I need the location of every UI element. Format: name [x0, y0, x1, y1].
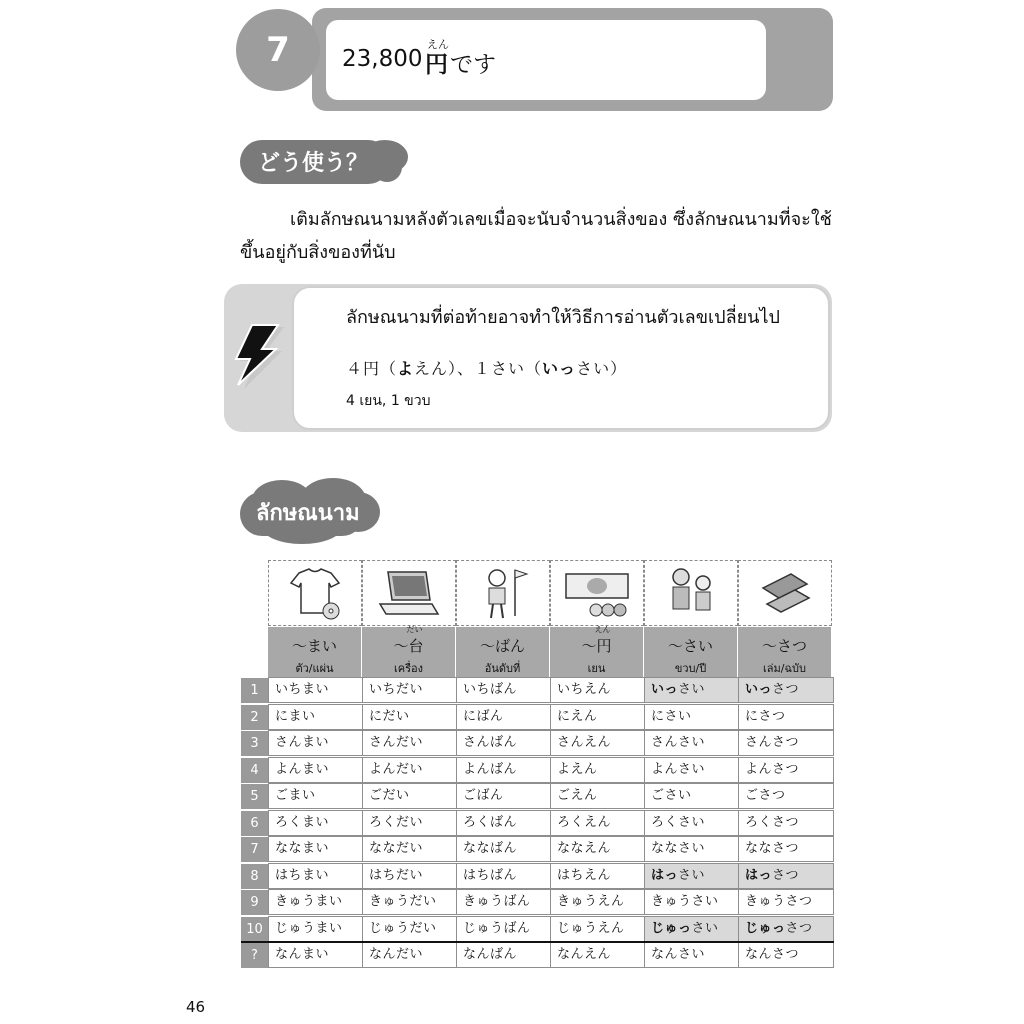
table-cell: さんえん: [550, 730, 645, 756]
table-cell: ろくさい: [644, 810, 739, 836]
row-number: 2: [241, 705, 268, 730]
table-cell: じゅうだい: [362, 916, 457, 942]
column-header: [268, 627, 361, 677]
table-cell: にばん: [456, 704, 551, 730]
price-kanji: 円: [425, 52, 448, 78]
row-number: 5: [241, 784, 268, 809]
column-header: [362, 627, 455, 677]
table-cell: ごまい: [268, 783, 363, 809]
table-cell: きゅうだい: [362, 889, 457, 915]
table-cell: よんだい: [362, 757, 457, 783]
table-cell: さんまい: [268, 730, 363, 756]
table-cell: はちまい: [268, 863, 363, 889]
row-number: 3: [241, 731, 268, 756]
price-amount: 23,800: [342, 46, 423, 72]
usage-paragraph-line2: ขึ้นอยู่กับสิ่งของที่นับ: [240, 242, 396, 263]
row-number: 10: [241, 917, 268, 942]
banknote-and-coins-icon: [550, 560, 644, 626]
column-header: [644, 627, 737, 677]
column-header-thai: เยน: [587, 662, 606, 675]
column-header-japanese: ～台: [393, 637, 424, 655]
table-cell: ろくまい: [268, 810, 363, 836]
table-cell: いちえん: [550, 677, 645, 703]
section-number: 7: [236, 9, 320, 91]
table-cell: はちばん: [456, 863, 551, 889]
table-cell: よえん: [550, 757, 645, 783]
table-cell: ななえん: [550, 836, 645, 862]
table-cell: いっさつ: [738, 677, 834, 703]
table-cell: ななだい: [362, 836, 457, 862]
note-text: ลักษณนามที่ต่อท้ายอาจทำให้วิธีการอ่านตัวเลขเปลี่ยนไป: [346, 307, 780, 328]
table-cell: さんだい: [362, 730, 457, 756]
column-header-reading: えん: [594, 625, 611, 634]
column-header-thai: ตัว/แผ่น: [295, 662, 334, 675]
table-cell: いちばん: [456, 677, 551, 703]
table-cell: にえん: [550, 704, 645, 730]
table-cell: じゅっさい: [644, 916, 739, 942]
table-cell: じゅうばん: [456, 916, 551, 942]
table-cell: はちだい: [362, 863, 457, 889]
table-cell: ななさい: [644, 836, 739, 862]
table-cell: ごさつ: [738, 783, 834, 809]
table-cell: にさい: [644, 704, 739, 730]
row-number: 7: [241, 837, 268, 862]
table-cell: きゅうさい: [644, 889, 739, 915]
price-suffix: です: [450, 52, 496, 78]
table-cell: よんばん: [456, 757, 551, 783]
table-cell: にさつ: [738, 704, 834, 730]
icon-row: [268, 560, 834, 626]
row-number: 8: [241, 864, 268, 889]
column-header-japanese: ～さい: [667, 637, 713, 655]
column-header: [738, 627, 831, 677]
table-cell: よんまい: [268, 757, 363, 783]
table-separator: [241, 941, 834, 943]
row-number: 9: [241, 890, 268, 915]
books-icon: [738, 560, 832, 626]
table-cell: はっさい: [644, 863, 739, 889]
row-number: 6: [241, 811, 268, 836]
table-cell: ごばん: [456, 783, 551, 809]
lightning-bolt-icon: [232, 323, 288, 393]
table-cell: いちまい: [268, 677, 363, 703]
usage-paragraph-line1: เติมลักษณนามหลังตัวเลขเมื่อจะนับจำนวนสิ่งของ ซึ่งลักษณนามที่จะใช้: [290, 209, 832, 230]
t-shirt-and-cd-icon: [268, 560, 362, 626]
laptop-icon: [362, 560, 456, 626]
table-cell: にまい: [268, 704, 363, 730]
column-header-japanese: ～まい: [291, 637, 337, 655]
table-cell: ごえん: [550, 783, 645, 809]
table-cell: きゅうえん: [550, 889, 645, 915]
classifier-title: ลักษณนาม: [256, 501, 360, 526]
table-cell: ろくだい: [362, 810, 457, 836]
table-cell: ろくばん: [456, 810, 551, 836]
table-cell: にだい: [362, 704, 457, 730]
table-cell: よんさつ: [738, 757, 834, 783]
table-cell: じゅうえん: [550, 916, 645, 942]
table-cell: さんさい: [644, 730, 739, 756]
table-cell: きゅうさつ: [738, 889, 834, 915]
table-cell: ななさつ: [738, 836, 834, 862]
table-cell: じゅうまい: [268, 916, 363, 942]
table-cell: なんさい: [644, 942, 739, 968]
table-cell: なんだい: [362, 942, 457, 968]
column-header-thai: อันดับที่: [484, 662, 521, 675]
table-cell: きゅうばん: [456, 889, 551, 915]
table-cell: ろくさつ: [738, 810, 834, 836]
table-cell: ごさい: [644, 783, 739, 809]
table-cell: よんさい: [644, 757, 739, 783]
grandparents-icon: [644, 560, 738, 626]
table-cell: なんさつ: [738, 942, 834, 968]
table-cell: はちえん: [550, 863, 645, 889]
column-header: [550, 627, 643, 677]
column-header-thai: ขวบ/ปี: [674, 662, 707, 675]
table-cell: ななまい: [268, 836, 363, 862]
row-number: ?: [241, 943, 268, 968]
row-number: 1: [241, 678, 268, 703]
column-header-japanese: ～円: [581, 637, 612, 655]
column-header-thai: เครื่อง: [393, 662, 423, 675]
table-cell: はっさつ: [738, 863, 834, 889]
note-translation: 4 เยน, 1 ขวบ: [346, 393, 431, 409]
table-cell: なんばん: [456, 942, 551, 968]
column-header-reading: だい: [406, 625, 423, 634]
table-cell: いちだい: [362, 677, 457, 703]
column-header: [456, 627, 549, 677]
note-example: ４円（よえん）、１さい（いっさい）: [346, 359, 628, 378]
row-number: 4: [241, 758, 268, 783]
page-number: 46: [186, 998, 206, 1016]
column-header-japanese: ～さつ: [761, 637, 807, 655]
table-cell: きゅうまい: [268, 889, 363, 915]
table-cell: ろくえん: [550, 810, 645, 836]
table-cell: なんえん: [550, 942, 645, 968]
table-cell: さんばん: [456, 730, 551, 756]
table-cell: じゅっさつ: [738, 916, 834, 942]
table-cell: ななばん: [456, 836, 551, 862]
usage-title: どう使う？: [258, 151, 369, 176]
child-with-flag-icon: [456, 560, 550, 626]
table-cell: ごだい: [362, 783, 457, 809]
column-header-thai: เล่ม/ฉบับ: [763, 662, 806, 675]
table-cell: なんまい: [268, 942, 363, 968]
price-kanji-reading: えん: [427, 38, 449, 51]
table-cell: いっさい: [644, 677, 739, 703]
table-cell: さんさつ: [738, 730, 834, 756]
column-header-japanese: ～ばん: [479, 637, 525, 655]
